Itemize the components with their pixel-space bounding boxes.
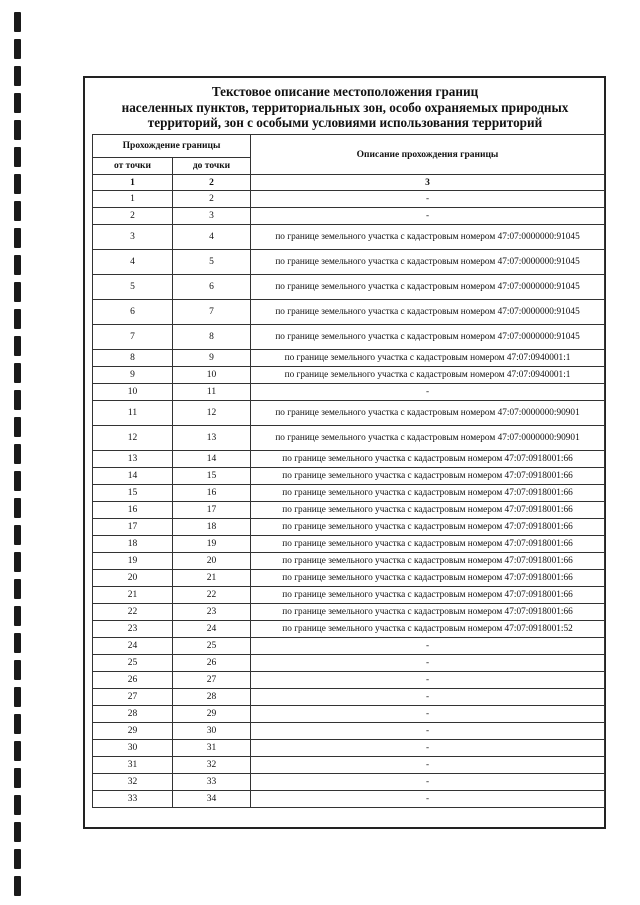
description-cell: по границе земельного участка с кадастровым номером 47:07:0918001:66 [251,468,605,485]
table-row [93,723,605,740]
table-row [93,621,605,638]
header-from-point: от точки [93,158,173,175]
table-row [93,519,605,536]
description-cell: - [251,655,605,672]
from-point-cell: 11 [93,401,173,426]
from-point-cell: 1 [93,191,173,208]
description-cell: по границе земельного участка с кадастровым номером 47:07:0000000:91045 [251,275,605,300]
table-row [93,689,605,706]
description-cell: по границе земельного участка с кадастровым номером 47:07:0918001:66 [251,502,605,519]
binding-holes [14,0,24,905]
binding-hole [14,309,21,329]
description-cell: - [251,723,605,740]
to-point-cell: 22 [173,587,251,604]
binding-hole [14,147,21,167]
column-number-3: 3 [251,175,605,191]
to-point-cell: 23 [173,604,251,621]
to-point-cell: 17 [173,502,251,519]
from-point-cell: 16 [93,502,173,519]
description-cell: по границе земельного участка с кадастровым номером 47:07:0940001:1 [251,367,605,384]
to-point-cell: 24 [173,621,251,638]
description-cell: по границе земельного участка с кадастровым номером 47:07:0000000:91045 [251,325,605,350]
table-row [93,225,605,250]
binding-hole [14,282,21,302]
description-cell: по границе земельного участка с кадастровым номером 47:07:0918001:66 [251,570,605,587]
binding-hole [14,687,21,707]
from-point-cell: 5 [93,275,173,300]
table-row [93,536,605,553]
binding-hole [14,822,21,842]
binding-hole [14,498,21,518]
binding-hole [14,336,21,356]
binding-hole [14,39,21,59]
from-point-cell: 30 [93,740,173,757]
description-cell: - [251,774,605,791]
table-row [93,672,605,689]
binding-hole [14,552,21,572]
header-description: Описание прохождения границы [251,135,605,175]
binding-hole [14,660,21,680]
description-cell: - [251,672,605,689]
to-point-cell: 20 [173,553,251,570]
description-cell: по границе земельного участка с кадастровым номером 47:07:0918001:66 [251,536,605,553]
description-cell: - [251,689,605,706]
to-point-cell: 25 [173,638,251,655]
binding-hole [14,174,21,194]
description-cell: - [251,706,605,723]
title-line-2: населенных пунктов, территориальных зон, особо охраняемых природных [121,99,569,115]
to-point-cell: 7 [173,300,251,325]
to-point-cell: 29 [173,706,251,723]
binding-hole [14,228,21,248]
to-point-cell: 2 [173,191,251,208]
binding-hole [14,120,21,140]
from-point-cell: 4 [93,250,173,275]
table-row [93,570,605,587]
table-row [93,426,605,451]
description-cell: по границе земельного участка с кадастровым номером 47:07:0000000:91045 [251,225,605,250]
from-point-cell: 14 [93,468,173,485]
table-row [93,706,605,723]
document-title [92,84,598,131]
binding-hole [14,795,21,815]
table-row [93,367,605,384]
to-point-cell: 4 [173,225,251,250]
table-row [93,791,605,808]
from-point-cell: 33 [93,791,173,808]
from-point-cell: 24 [93,638,173,655]
table-row [93,604,605,621]
to-point-cell: 5 [173,250,251,275]
table-row [93,553,605,570]
binding-hole [14,390,21,410]
binding-hole [14,444,21,464]
binding-hole [14,12,21,32]
table-row [93,325,605,350]
to-point-cell: 18 [173,519,251,536]
description-cell: по границе земельного участка с кадастровым номером 47:07:0918001:52 [251,621,605,638]
description-cell: по границе земельного участка с кадастровым номером 47:07:0000000:90901 [251,401,605,426]
from-point-cell: 10 [93,384,173,401]
from-point-cell: 18 [93,536,173,553]
from-point-cell: 32 [93,774,173,791]
description-cell: - [251,208,605,225]
description-cell: по границе земельного участка с кадастровым номером 47:07:0918001:66 [251,587,605,604]
table-row [93,774,605,791]
to-point-cell: 15 [173,468,251,485]
binding-hole [14,606,21,626]
description-cell: по границе земельного участка с кадастровым номером 47:07:0918001:66 [251,451,605,468]
to-point-cell: 10 [173,367,251,384]
description-cell: по границе земельного участка с кадастровым номером 47:07:0918001:66 [251,604,605,621]
table-row [93,300,605,325]
table-row [93,275,605,300]
from-point-cell: 26 [93,672,173,689]
to-point-cell: 27 [173,672,251,689]
to-point-cell: 6 [173,275,251,300]
binding-hole [14,201,21,221]
binding-hole [14,714,21,734]
binding-hole [14,471,21,491]
from-point-cell: 17 [93,519,173,536]
table-row [93,587,605,604]
to-point-cell: 13 [173,426,251,451]
to-point-cell: 3 [173,208,251,225]
description-cell: - [251,191,605,208]
table-row [93,655,605,672]
to-point-cell: 31 [173,740,251,757]
description-cell: по границе земельного участка с кадастровым номером 47:07:0918001:66 [251,553,605,570]
to-point-cell: 16 [173,485,251,502]
binding-hole [14,768,21,788]
from-point-cell: 6 [93,300,173,325]
description-cell: по границе земельного участка с кадастровым номером 47:07:0918001:66 [251,519,605,536]
description-cell: - [251,791,605,808]
from-point-cell: 23 [93,621,173,638]
table-row [93,350,605,367]
boundary-table [92,134,605,808]
from-point-cell: 9 [93,367,173,384]
description-cell: по границе земельного участка с кадастровым номером 47:07:0000000:91045 [251,250,605,275]
description-cell: - [251,638,605,655]
column-number-1: 1 [93,175,173,191]
description-cell: - [251,757,605,774]
from-point-cell: 15 [93,485,173,502]
from-point-cell: 13 [93,451,173,468]
from-point-cell: 29 [93,723,173,740]
to-point-cell: 8 [173,325,251,350]
binding-hole [14,525,21,545]
binding-hole [14,66,21,86]
binding-hole [14,93,21,113]
table-row [93,451,605,468]
from-point-cell: 31 [93,757,173,774]
to-point-cell: 32 [173,757,251,774]
table-row [93,638,605,655]
header-to-point: до точки [173,158,251,175]
title-line-1: Текстовое описание местоположения границ [211,84,479,99]
from-point-cell: 7 [93,325,173,350]
table-row [93,740,605,757]
binding-hole [14,417,21,437]
description-cell: по границе земельного участка с кадастровым номером 47:07:0000000:91045 [251,300,605,325]
description-cell: - [251,384,605,401]
to-point-cell: 26 [173,655,251,672]
table-row [93,208,605,225]
to-point-cell: 34 [173,791,251,808]
binding-hole [14,741,21,761]
binding-hole [14,255,21,275]
binding-hole [14,633,21,653]
description-cell: по границе земельного участка с кадастровым номером 47:07:0000000:90901 [251,426,605,451]
binding-hole [14,363,21,383]
binding-hole [14,579,21,599]
from-point-cell: 25 [93,655,173,672]
table-row [93,502,605,519]
table-row [93,401,605,426]
table-row [93,191,605,208]
description-cell: - [251,740,605,757]
from-point-cell: 22 [93,604,173,621]
from-point-cell: 8 [93,350,173,367]
description-cell: по границе земельного участка с кадастровым номером 47:07:0940001:1 [251,350,605,367]
to-point-cell: 19 [173,536,251,553]
from-point-cell: 19 [93,553,173,570]
from-point-cell: 21 [93,587,173,604]
to-point-cell: 30 [173,723,251,740]
to-point-cell: 33 [173,774,251,791]
to-point-cell: 12 [173,401,251,426]
from-point-cell: 27 [93,689,173,706]
title-line-3: территорий, зон с особыми условиями использования территорий [147,115,543,130]
from-point-cell: 12 [93,426,173,451]
from-point-cell: 20 [93,570,173,587]
table-row [93,468,605,485]
table-row [93,485,605,502]
description-cell: по границе земельного участка с кадастровым номером 47:07:0918001:66 [251,485,605,502]
from-point-cell: 2 [93,208,173,225]
column-number-2: 2 [173,175,251,191]
header-boundary-passage: Прохождение границы [93,135,251,158]
binding-hole [14,849,21,869]
to-point-cell: 21 [173,570,251,587]
to-point-cell: 11 [173,384,251,401]
from-point-cell: 3 [93,225,173,250]
from-point-cell: 28 [93,706,173,723]
table-row [93,384,605,401]
to-point-cell: 9 [173,350,251,367]
to-point-cell: 14 [173,451,251,468]
binding-hole [14,876,21,896]
table-row [93,250,605,275]
table-row [93,757,605,774]
to-point-cell: 28 [173,689,251,706]
